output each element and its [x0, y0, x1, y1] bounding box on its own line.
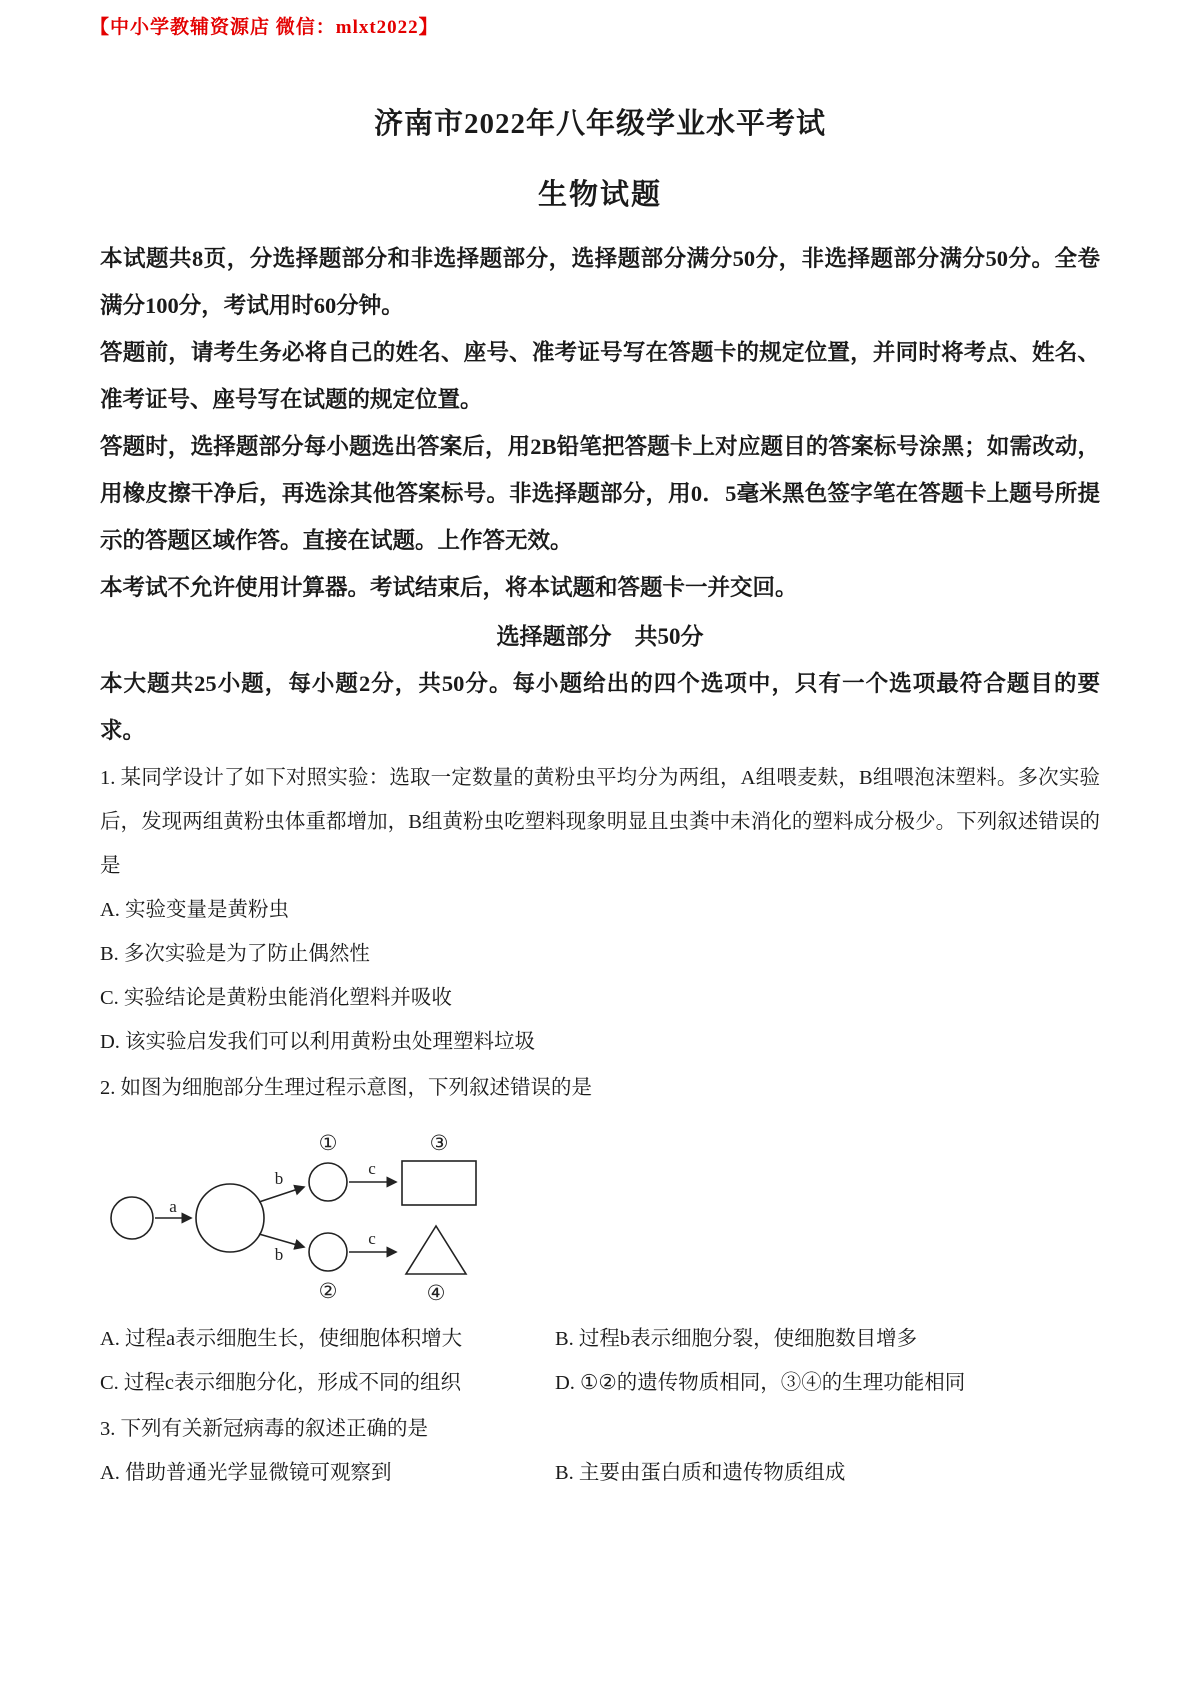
- tissue-triangle-shape: [406, 1226, 466, 1274]
- question-2-option-c: C. 过程c表示细胞分化，形成不同的组织: [100, 1372, 462, 1394]
- question-2-option-d: D. ①②的遗传物质相同，③④的生理功能相同: [555, 1372, 966, 1394]
- exam-title: 济南市2022年八年级学业水平考试: [373, 108, 826, 140]
- daughter-cell-1-shape: [309, 1163, 347, 1201]
- question-2-option-b: B. 过程b表示细胞分裂，使细胞数目增多: [555, 1328, 918, 1350]
- question-1-option-a: A. 实验变量是黄粉虫: [100, 899, 290, 921]
- label-b-upper: b: [274, 1169, 284, 1188]
- question-2-stem: 2. 如图为细胞部分生理过程示意图，下列叙述错误的是: [100, 1077, 592, 1099]
- question-3-options: [100, 1451, 1100, 1495]
- instruction-paragraph: 答题时，选择题部分每小题选出答案后，用2B铅笔把答题卡上对应题目的答案标号涂黑；如需改动，用橡皮擦干净后，再选涂其他答案标号。非选择题部分，用0．5毫米黑色签字笔在答题卡上题号所提示的答题区域作答。直接在试题。上作答无效。: [100, 434, 1100, 553]
- question-1-option-b: B. 多次实验是为了防止偶然性: [100, 943, 370, 965]
- small-cell-shape: [111, 1197, 153, 1239]
- label-b-lower: b: [274, 1245, 284, 1264]
- question-1-option-c: C. 实验结论是黄粉虫能消化塑料并吸收: [100, 987, 452, 1009]
- section-header: 选择题部分 共50分: [496, 624, 704, 649]
- question-2-options: [100, 1317, 1100, 1405]
- question-3-option-a: A. 借助普通光学显微镜可观察到: [100, 1462, 392, 1484]
- large-cell-shape: [196, 1184, 264, 1252]
- question-3-option-b: B. 主要由蛋白质和遗传物质组成: [555, 1462, 846, 1484]
- label-c-upper: c: [368, 1159, 376, 1178]
- watermark-text: 【中小学教辅资源店 微信：mlxt2022】: [90, 17, 439, 38]
- exam-subtitle: 生物试题: [537, 179, 662, 211]
- arrow-b-upper: [259, 1187, 304, 1202]
- cell-process-diagram-svg: [102, 1124, 502, 1306]
- daughter-cell-2-shape: [309, 1233, 347, 1271]
- label-num-1: ①: [318, 1131, 338, 1155]
- section-note: 本大题共25小题，每小题2分，共50分。每小题给出的四个选项中，只有一个选项最符合题目的要求。: [100, 671, 1100, 743]
- question-3-stem: 3. 下列有关新冠病毒的叙述正确的是: [100, 1418, 428, 1440]
- label-c-lower: c: [368, 1229, 376, 1248]
- question-2-option-a: A. 过程a表示细胞生长，使细胞体积增大: [100, 1328, 463, 1350]
- label-a: a: [169, 1197, 177, 1216]
- instruction-paragraph: 本考试不允许使用计算器。考试结束后，将本试题和答题卡一并交回。: [100, 575, 798, 600]
- tissue-rect-shape: [402, 1161, 476, 1205]
- instruction-paragraph: 本试题共8页，分选择题部分和非选择题部分，选择题部分满分50分，非选择题部分满分50分。全卷满分100分，考试用时60分钟。: [100, 246, 1100, 318]
- question-1-stem: 1. 某同学设计了如下对照实验：选取一定数量的黄粉虫平均分为两组，A组喂麦麸，B组喂泡沫塑料。多次实验后，发现两组黄粉虫体重都增加，B组黄粉虫吃塑料现象明显且虫粪中未消化的塑料成分极少。下列叙述错误的是: [100, 767, 1100, 877]
- question-1-option-d: D. 该实验启发我们可以利用黄粉虫处理塑料垃圾: [100, 1031, 536, 1053]
- label-num-3: ③: [429, 1131, 449, 1155]
- cell-process-diagram: [102, 1124, 1100, 1311]
- exam-instructions: [100, 235, 1100, 611]
- instruction-paragraph: 答题前，请考生务必将自己的姓名、座号、准考证号写在答题卡的规定位置，并同时将考点、姓名、准考证号、座号写在试题的规定位置。: [100, 340, 1100, 412]
- label-num-4: ④: [426, 1281, 446, 1305]
- label-num-2: ②: [318, 1279, 338, 1303]
